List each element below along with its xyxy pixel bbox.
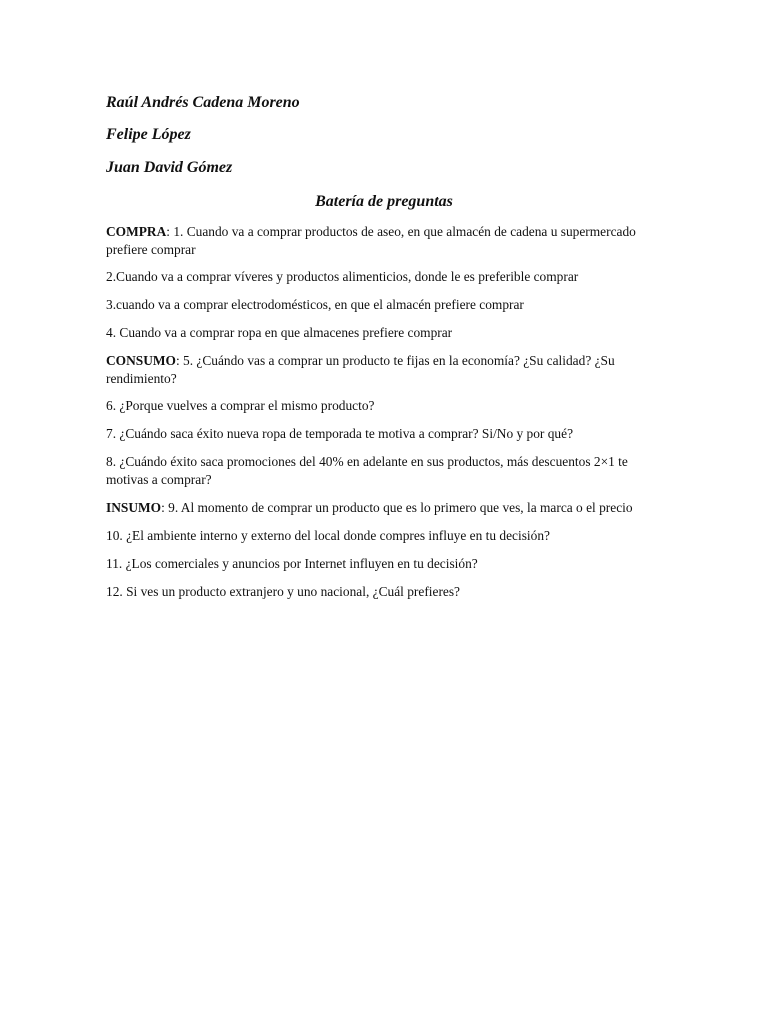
question-paragraph: 2.Cuando va a comprar víveres y productos alimenticios, donde le es preferible comprar	[106, 269, 579, 284]
document-title: Batería de preguntas	[315, 193, 453, 210]
author-name: Raúl Andrés Cadena Moreno	[106, 94, 300, 111]
question-paragraph: 4. Cuando va a comprar ropa en que almacenes prefiere comprar	[106, 325, 453, 340]
author-name: Juan David Gómez	[106, 159, 233, 176]
section-label: COMPRA	[106, 224, 167, 239]
question-paragraph: 8. ¿Cuándo éxito saca promociones del 40% en adelante en sus productos, más descuentos 2×1 te motivas a comprar?	[106, 454, 628, 487]
question-paragraph: 11. ¿Los comerciales y anuncios por Internet influyen en tu decisión?	[106, 556, 478, 571]
question-paragraph: 12. Si ves un producto extranjero y uno nacional, ¿Cuál prefieres?	[106, 584, 460, 599]
section-label: CONSUMO	[106, 353, 176, 368]
question-text: : 1. Cuando va a comprar productos de aseo, en que almacén de cadena u supermercado prefiere comprar	[106, 224, 636, 257]
question-paragraph	[106, 223, 662, 259]
question-paragraph	[106, 499, 662, 517]
section-label: INSUMO	[106, 500, 162, 515]
question-paragraph: 3.cuando va a comprar electrodomésticos, en que el almacén prefiere comprar	[106, 297, 524, 312]
question-text: : 5. ¿Cuándo vas a comprar un producto te fijas en la economía? ¿Su calidad? ¿Su rendimiento?	[106, 353, 615, 386]
question-paragraph: 7. ¿Cuándo saca éxito nueva ropa de temporada te motiva a comprar? Si/No y por qué?	[106, 426, 574, 441]
author-name: Felipe López	[106, 126, 191, 143]
question-paragraph	[106, 352, 662, 388]
question-paragraph: 6. ¿Porque vuelves a comprar el mismo producto?	[106, 398, 375, 413]
question-text: : 9. Al momento de comprar un producto que es lo primero que ves, la marca o el precio	[161, 500, 633, 515]
question-paragraph: 10. ¿El ambiente interno y externo del local donde compres influye en tu decisión?	[106, 528, 550, 543]
